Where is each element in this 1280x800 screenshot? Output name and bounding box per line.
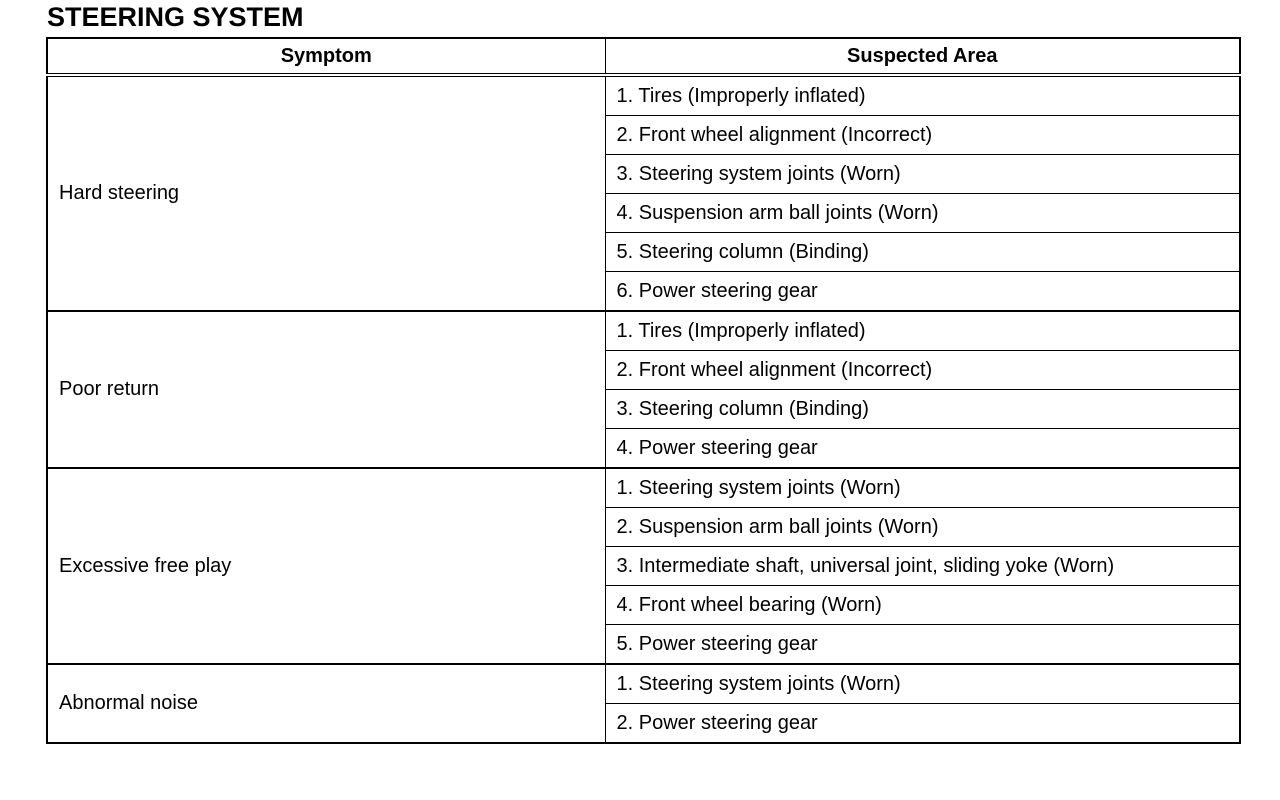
suspected-area-cell: 1. Tires (Improperly inflated) <box>605 311 1240 351</box>
symptom-cell: Hard steering <box>47 75 605 311</box>
troubleshooting-table <box>46 37 1241 744</box>
symptom-cell: Excessive free play <box>47 468 605 664</box>
symptom-cell: Poor return <box>47 311 605 468</box>
symptom-cell: Abnormal noise <box>47 664 605 743</box>
table-header-row <box>47 38 1240 75</box>
suspected-area-cell: 1. Tires (Improperly inflated) <box>605 75 1240 116</box>
suspected-area-cell: 1. Steering system joints (Worn) <box>605 664 1240 704</box>
table-row <box>47 664 1240 704</box>
suspected-area-cell: 2. Power steering gear <box>605 704 1240 744</box>
table-row <box>47 75 1240 116</box>
suspected-area-cell: 1. Steering system joints (Worn) <box>605 468 1240 508</box>
suspected-area-cell: 5. Power steering gear <box>605 625 1240 665</box>
table-body <box>47 75 1240 743</box>
suspected-area-cell: 3. Steering system joints (Worn) <box>605 155 1240 194</box>
suspected-area-cell: 6. Power steering gear <box>605 272 1240 312</box>
suspected-area-cell: 3. Intermediate shaft, universal joint, sliding yoke (Worn) <box>605 547 1240 586</box>
suspected-area-cell: 4. Front wheel bearing (Worn) <box>605 586 1240 625</box>
suspected-area-column-header: Suspected Area <box>605 38 1240 75</box>
suspected-area-cell: 2. Front wheel alignment (Incorrect) <box>605 351 1240 390</box>
suspected-area-cell: 4. Suspension arm ball joints (Worn) <box>605 194 1240 233</box>
suspected-area-cell: 5. Steering column (Binding) <box>605 233 1240 272</box>
table-row <box>47 311 1240 351</box>
suspected-area-cell: 4. Power steering gear <box>605 429 1240 469</box>
symptom-column-header: Symptom <box>47 38 605 75</box>
suspected-area-cell: 3. Steering column (Binding) <box>605 390 1240 429</box>
suspected-area-cell: 2. Suspension arm ball joints (Worn) <box>605 508 1240 547</box>
suspected-area-cell: 2. Front wheel alignment (Incorrect) <box>605 116 1240 155</box>
page-title: STEERING SYSTEM <box>47 2 304 32</box>
table-row <box>47 468 1240 508</box>
